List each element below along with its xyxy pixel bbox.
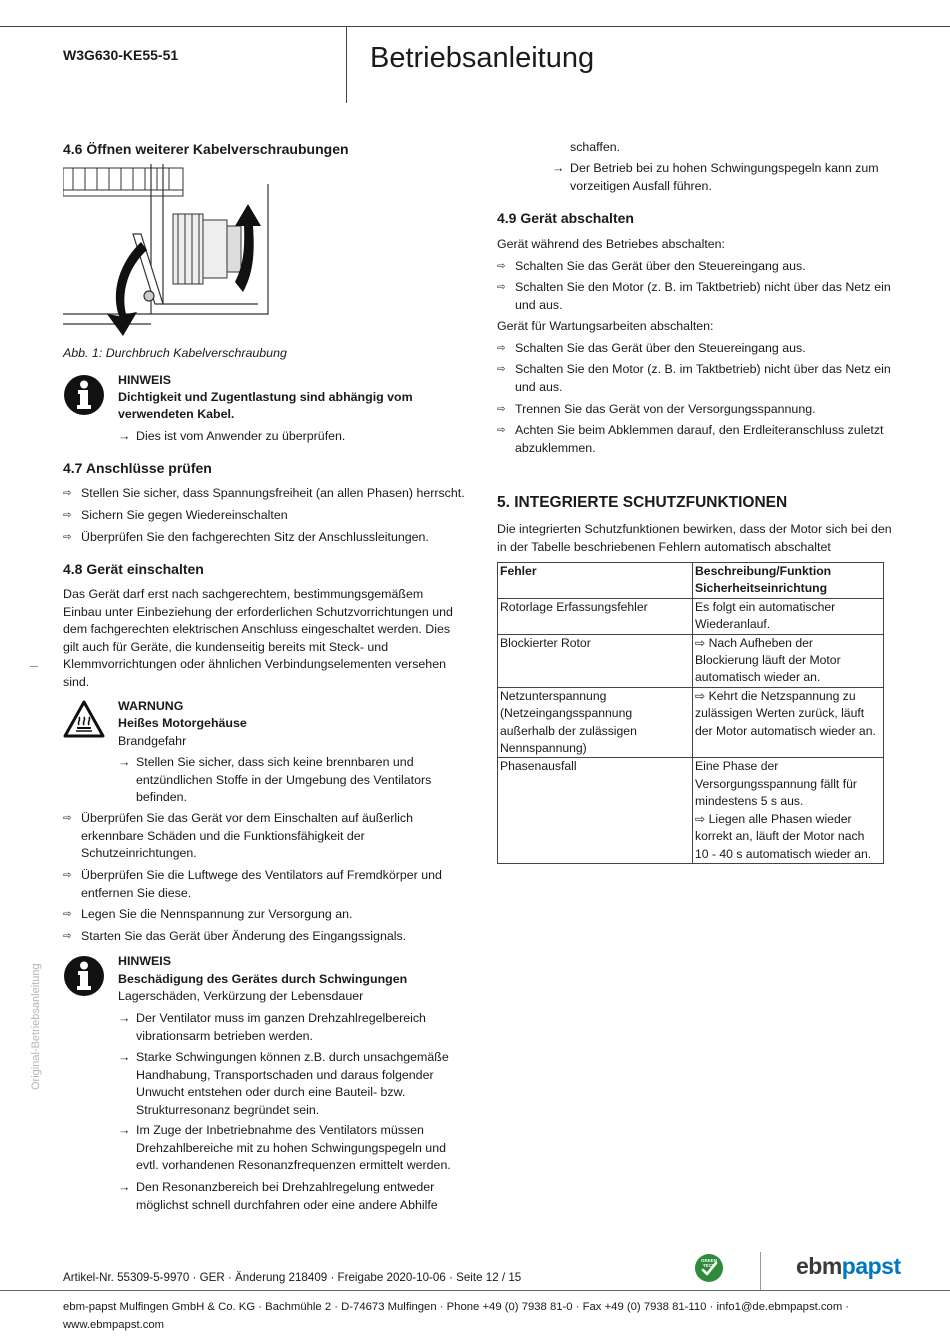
notice-arrow-item: [552, 160, 879, 195]
arrow-text: Stellen Sie sicher, dass sich keine brennbaren und: [136, 755, 414, 769]
arrow-text: Handhabung, Transportschaden und daraus folgender: [136, 1067, 434, 1082]
ebmpapst-logo: [796, 1251, 901, 1281]
arrow-text: evtl. vorhandenen Resonanzfrequenzen ermittelt werden.: [136, 1158, 451, 1173]
footer-company-info: ebm-papst Mulfingen GmbH & Co. KG · Bachmühle 2 · D-74673 Mulfingen · Phone +49 (0) 7938 81-0 · Fax +49 (0) 7938 81-110 · info1@de.ebmpapst.com · www.ebmpapst.com: [63, 1301, 850, 1331]
paragraph-line: sind.: [63, 674, 90, 689]
arrow-icon: →: [118, 429, 131, 443]
footer-article-info: Artikel-Nr. 55309-5-9970 · GER · Änderung 218409 · Freigabe 2020-10-06 · Seite 12 / 15: [63, 1271, 522, 1284]
cell-line: Es folgt ein automatischer: [695, 599, 836, 614]
cell-line: ⇨ Liegen alle Phasen wieder: [695, 811, 852, 826]
cell-line: zulässigen Werten zurück, läuft: [695, 706, 865, 721]
list-item-text: Legen Sie die Nennspannung zur Versorgung an.: [81, 907, 353, 921]
list-item-text: Schutzeinrichtungen.: [81, 846, 197, 861]
cell-line: Versorgungsspannung fällt für: [695, 776, 857, 791]
table-cell: [498, 687, 693, 758]
notice-arrow-item: [118, 428, 345, 446]
badge-text: TECH: [702, 1263, 716, 1268]
intro-text: in der Tabelle beschriebenen Fehlern automatisch abschaltet: [497, 539, 831, 554]
doc-id: W3G630-KE55-51: [63, 47, 179, 63]
table-cell: [498, 758, 693, 863]
badge-text: GREEN: [700, 1258, 717, 1263]
paragraph-line: Klemmvorrichtungen oder ähnlichen Verbindungselementen versehen: [63, 657, 446, 671]
list-item: [497, 340, 806, 358]
list-item-text: Schalten Sie den Motor (z. B. im Taktbetrieb) nicht über das Netz ein: [515, 280, 891, 294]
cell-line: Blockierter Rotor: [500, 635, 591, 650]
table-row: [498, 687, 884, 758]
logo-text-ebm: ebm: [796, 1253, 842, 1279]
cell-line: Blockierung läuft der Motor: [695, 653, 841, 668]
arrow-text: möglichst schnell durchfahren oder eine andere Abhilfe: [136, 1197, 438, 1212]
header-line: Sicherheitseinrichtung: [695, 581, 828, 596]
margin-mark: [30, 666, 38, 667]
table-row: [498, 634, 884, 687]
arrow-text: Im Zuge der Inbetriebnahme des Ventilators müssen: [136, 1123, 424, 1137]
cell-line: korrekt an, läuft der Motor nach: [695, 829, 865, 844]
cell-line: automatisch wieder an.: [695, 670, 821, 685]
logo-text-papst: papst: [841, 1253, 901, 1279]
section-heading-4-6: 4.6 Öffnen weiterer Kabelverschraubungen: [63, 141, 349, 157]
figure-caption: Abb. 1: Durchbruch Kabelverschraubung: [63, 346, 287, 360]
arrow-text: Unwucht entstehen oder durch eine Bauteil- bzw.: [136, 1085, 406, 1100]
list-item: [63, 529, 429, 547]
cell-line: (Netzeingangsspannung: [500, 706, 633, 721]
cell-line: 10 - 40 s automatisch wieder an.: [695, 846, 872, 861]
arrow-icon: →: [118, 1123, 131, 1137]
bullet-arrow-icon: ⇨: [63, 909, 72, 920]
table-cell: [498, 634, 693, 687]
table-cell: [693, 687, 884, 758]
bullet-arrow-icon: ⇨: [63, 931, 72, 942]
list-item-text: Achten Sie beim Abklemmen darauf, den Erdleiteranschluss zuletzt: [515, 423, 884, 437]
cell-line: der Motor automatisch wieder an.: [695, 723, 876, 738]
cell-line: Netzunterspannung: [500, 688, 607, 703]
header-top-rule: [0, 26, 950, 27]
list-item-text: Schalten Sie das Gerät über den Steuereingang aus.: [515, 341, 806, 355]
paragraph-line: Einbau unter Einbeziehung der erforderlichen Schutzvorrichtungen und: [63, 604, 453, 619]
page-title: Betriebsanleitung: [370, 42, 595, 74]
section-heading-4-9: 4.9 Gerät abschalten: [497, 210, 634, 226]
list-item: [63, 507, 288, 525]
cell-line: Wiederanlauf.: [695, 617, 771, 632]
cell-line: Nennspannung): [500, 741, 587, 756]
list-item-text: Starten Sie das Gerät über Änderung des Eingangssignals.: [81, 929, 407, 943]
bullet-arrow-icon: ⇨: [497, 261, 506, 272]
hot-surface-warning-icon: [63, 700, 105, 738]
bullet-arrow-icon: ⇨: [497, 425, 506, 436]
cell-line: ⇨ Kehrt die Netzspannung zu: [695, 688, 856, 703]
notice-subtitle: Beschädigung des Gerätes durch Schwingungen: [118, 972, 408, 986]
list-item: [63, 485, 465, 503]
notice-title: HINWEIS: [118, 954, 172, 968]
list-item: [497, 401, 816, 419]
arrow-text: vibrationsarm betrieben werden.: [136, 1028, 314, 1043]
list-item-text: und aus.: [515, 379, 563, 394]
arrow-text: Der Ventilator muss im ganzen Drehzahlregelbereich: [136, 1011, 426, 1025]
notice-line: Dichtigkeit und Zugentlastung sind abhängig vom: [118, 390, 413, 404]
bullet-arrow-icon: ⇨: [63, 813, 72, 824]
notice-arrow-item: [118, 1179, 438, 1214]
arrow-text: Den Resonanzbereich bei Drehzahlregelung entweder: [136, 1180, 435, 1194]
side-label: Original-Betriebsanleitung: [30, 963, 42, 1090]
cell-line: mindestens 5 s aus.: [695, 794, 804, 809]
intro-text: Gerät für Wartungsarbeiten abschalten:: [497, 319, 714, 333]
arrow-text: Strukturresonanz begründet sein.: [136, 1102, 320, 1117]
section-heading-4-7: 4.7 Anschlüsse prüfen: [63, 460, 212, 476]
table-cell: [693, 634, 884, 687]
list-item: [63, 906, 352, 924]
greentech-badge: [694, 1253, 724, 1289]
section-heading-4-8: 4.8 Gerät einschalten: [63, 561, 204, 577]
notice-title: HINWEIS: [118, 373, 172, 387]
arrow-icon: →: [118, 1050, 131, 1064]
list-item-text: Schalten Sie das Gerät über den Steuereingang aus.: [515, 259, 806, 273]
paragraph-line: dem fachgerechten elektrischen Anschluss eingeschaltet werden. Dies: [63, 622, 451, 636]
table-cell: [693, 598, 884, 634]
table-cell: [498, 598, 693, 634]
list-item-text: Stellen Sie sicher, dass Spannungsfreiheit (an allen Phasen) herrscht.: [81, 486, 465, 500]
list-item: [63, 867, 442, 902]
continued-text: schaffen.: [570, 140, 621, 154]
arrow-icon: →: [118, 755, 131, 769]
cell-line: außerhalb der zulässigen: [500, 723, 637, 738]
bullet-arrow-icon: ⇨: [497, 282, 506, 293]
list-item: [497, 258, 806, 276]
list-item-text: Überprüfen Sie das Gerät vor dem Einschalten auf äußerlich: [81, 811, 413, 825]
bullet-arrow-icon: ⇨: [497, 343, 506, 354]
arrow-icon: →: [118, 1180, 131, 1194]
arrow-icon: →: [552, 161, 565, 175]
list-item-text: Trennen Sie das Gerät von der Versorgungsspannung.: [515, 402, 816, 416]
header-divider: [346, 26, 347, 103]
notice-arrow-item: [118, 1010, 426, 1045]
cell-line: Phasenausfall: [500, 759, 577, 774]
bullet-arrow-icon: ⇨: [63, 532, 72, 543]
list-item: [497, 422, 883, 457]
arrow-text: Starke Schwingungen können z.B. durch unsachgemäße: [136, 1050, 449, 1064]
notice-text: Lagerschäden, Verkürzung der Lebensdauer: [118, 989, 364, 1003]
header-line: Beschreibung/Funktion: [695, 564, 832, 578]
arrow-text: vorzeitigen Ausfall führen.: [570, 178, 712, 193]
paragraph-line: Das Gerät darf erst nach sachgerechtem, bestimmungsgemäßem: [63, 587, 424, 601]
bullet-arrow-icon: ⇨: [63, 870, 72, 881]
table-header-cell: [693, 563, 884, 599]
table-header-cell: Fehler: [498, 563, 693, 599]
cell-line: Eine Phase der: [695, 759, 779, 774]
section-heading-5: 5. INTEGRIERTE SCHUTZFUNKTIONEN: [497, 494, 788, 511]
info-icon: [63, 955, 105, 997]
bullet-arrow-icon: ⇨: [63, 510, 72, 521]
arrow-text: Dies ist vom Anwender zu überprüfen.: [136, 429, 346, 443]
table-row: [498, 758, 884, 863]
notice-arrow-item: [118, 1122, 451, 1175]
bullet-arrow-icon: ⇨: [497, 404, 506, 415]
list-item-text: Schalten Sie den Motor (z. B. im Taktbetrieb) nicht über das Netz ein: [515, 362, 891, 376]
list-item: [63, 810, 413, 863]
list-item-text: und aus.: [515, 297, 563, 312]
info-icon: [63, 374, 105, 416]
arrow-text: Der Betrieb bei zu hohen Schwingungspegeln kann zum: [570, 161, 879, 175]
list-item-text: Sichern Sie gegen Wiedereinschalten: [81, 508, 288, 522]
logo-divider: [760, 1252, 761, 1290]
cable-gland-illustration: [63, 164, 273, 340]
table-header-row: [498, 563, 884, 599]
intro-text: Gerät während des Betriebes abschalten:: [497, 237, 725, 251]
table-cell: [693, 758, 884, 863]
notice-line: verwendeten Kabel.: [118, 407, 235, 421]
paragraph-line: gilt auch für Geräte, die kundenseitig bereits mit Steck- und: [63, 639, 389, 654]
warning-title: WARNUNG: [118, 699, 184, 713]
arrow-icon: →: [118, 1011, 131, 1025]
intro-text: Die integrierten Schutzfunktionen bewirken, dass der Motor sich bei den: [497, 522, 892, 536]
bullet-arrow-icon: ⇨: [497, 364, 506, 375]
list-item-text: entfernen Sie diese.: [81, 885, 192, 900]
list-item: [63, 928, 406, 946]
warning-text: Brandgefahr: [118, 734, 187, 748]
list-item: [497, 279, 891, 314]
arrow-text: Drehzahlbereiche mit zu hohen Schwingungspegeln und: [136, 1140, 446, 1155]
footer-rule: [0, 1290, 950, 1291]
protection-table: [497, 562, 884, 864]
warning-arrow-item: [118, 754, 431, 807]
list-item-text: erkennbare Schäden und die Funktionsfähigkeit der: [81, 828, 365, 843]
list-item-text: Überprüfen Sie die Luftwege des Ventilators auf Fremdkörper und: [81, 868, 442, 882]
warning-subtitle: Heißes Motorgehäuse: [118, 716, 247, 730]
arrow-text: befinden.: [136, 790, 187, 805]
arrow-text: entzündlichen Stoffe in der Umgebung des Ventilators: [136, 772, 432, 787]
notice-arrow-item: [118, 1049, 449, 1119]
list-item: [497, 361, 891, 396]
bullet-arrow-icon: ⇨: [63, 488, 72, 499]
cell-line: Rotorlage Erfassungsfehler: [500, 599, 648, 614]
list-item-text: Überprüfen Sie den fachgerechten Sitz der Anschlussleitungen.: [81, 530, 429, 544]
list-item-text: abzuklemmen.: [515, 440, 596, 455]
cell-line: ⇨ Nach Aufheben der: [695, 635, 813, 650]
table-row: [498, 598, 884, 634]
